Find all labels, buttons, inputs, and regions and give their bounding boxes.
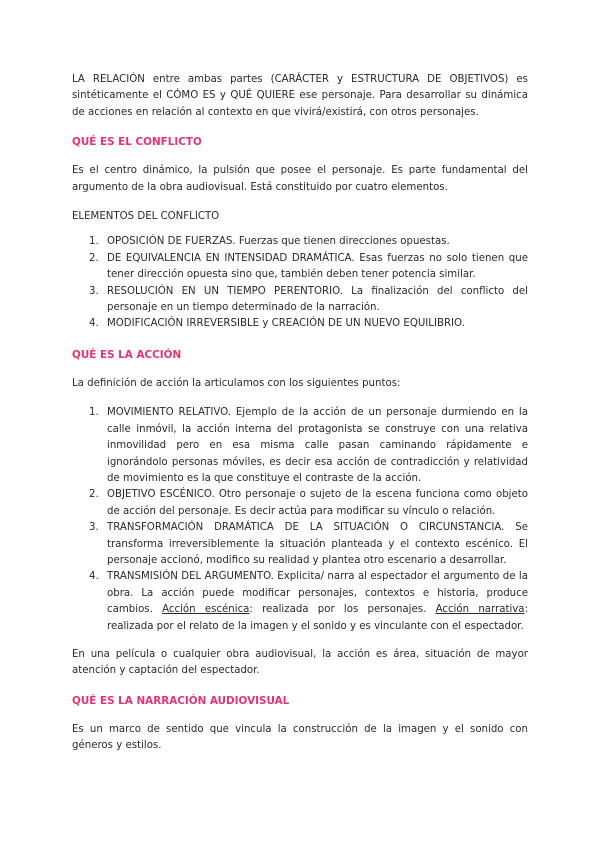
list-item: 2. OBJETIVO ESCÉNICO. Otro personaje o sujeto de la escena funciona como objeto de acción del personaje. Es decir actúa para modificar su vínculo o relación. <box>89 489 528 517</box>
list-item: 1. OPOSICIÓN DE FUERZAS. Fuerzas que tienen direcciones opuestas. <box>89 236 450 248</box>
document-page <box>72 72 528 755</box>
conflict-list-label: ELEMENTOS DEL CONFLICTO <box>72 211 220 223</box>
action-paragraph: La definición de acción la articulamos con los siguientes puntos: <box>72 377 401 389</box>
list-item: 3. RESOLUCIÓN EN UN TIEMPO PERENTORIO. La finalización del conflicto del personaje en un tiempo determinado de la narración. <box>89 285 528 314</box>
narration-paragraph: Es un marco de sentido que vincula la construcción de la imagen y el sonido con géneros y estilos. <box>72 723 528 752</box>
action-closing-paragraph: En una película o cualquier obra audiovisual, la acción es área, situación de mayor atención y captación del espectador. <box>72 648 528 677</box>
action-list <box>72 405 528 635</box>
list-item: 4. MODIFICACIÓN IRREVERSIBLE y CREACIÓN DE UN NUEVO EQUILIBRIO. <box>89 318 465 330</box>
narration-heading: QUÉ ES LA NARRACIÓN AUDIOVISUAL <box>72 694 290 707</box>
list-item: 4. TRANSMISIÓN DEL ARGUMENTO. Explicita/ narra al espectador el argumento de la obra. La acción puede modificar personajes, contextos e historia, produce cambios. Acción escénica: realizada por los personajes. Acción narrativa: realizada por el relato de la imagen y el sonido y es vinculante con el espectador. <box>89 571 528 632</box>
conflict-paragraph: Es el centro dinámico, la pulsión que posee el personaje. Es parte fundamental del argumento de la obra audiovisual. Está constituido por cuatro elementos. <box>72 165 528 193</box>
list-item: 2. DE EQUIVALENCIA EN INTENSIDAD DRAMÁTICA. Esas fuerzas no solo tienen que tener dirección opuesta sino que, también deben tener potencia similar. <box>89 252 528 281</box>
accion-narrativa-term: Acción narrativa <box>435 604 525 616</box>
action-heading: QUÉ ES LA ACCIÓN <box>72 348 182 361</box>
list-item: 3. TRANSFORMACIÓN DRAMÁTICA DE LA SITUACIÓN O CIRCUNSTANCIA. Se transforma irreversiblemente la situación planteada y el contexto escénico. El personaje accionó, modifico su realidad y plantea otro escenario a desarrollar. <box>89 522 528 566</box>
accion-escenica-term: Acción escénica <box>162 604 250 616</box>
conflict-list <box>72 234 528 332</box>
conflict-heading: QUÉ ES EL CONFLICTO <box>72 136 202 149</box>
list-item: 1. MOVIMIENTO RELATIVO. Ejemplo de la acción de un personaje durmiendo en la calle inmóvil, la acción interna del protagonista se construye con una relativa inmovilidad pero en esa misma calle pasan caminando rápidamente e ignorándolo personas móviles, es decir esa acción de contradicción y relatividad de movimiento es la que constituye el contraste de la acción. <box>89 407 528 484</box>
intro-paragraph: LA RELACIÓN entre ambas partes (CARÁCTER y ESTRUCTURA DE OBJETIVOS) es sintéticamente el CÓMO ES y QUÉ QUIERE ese personaje. Para desarrollar su dinámica de acciones en relación al contexto en que vivirá/existirá, con otros personajes. <box>72 74 528 118</box>
